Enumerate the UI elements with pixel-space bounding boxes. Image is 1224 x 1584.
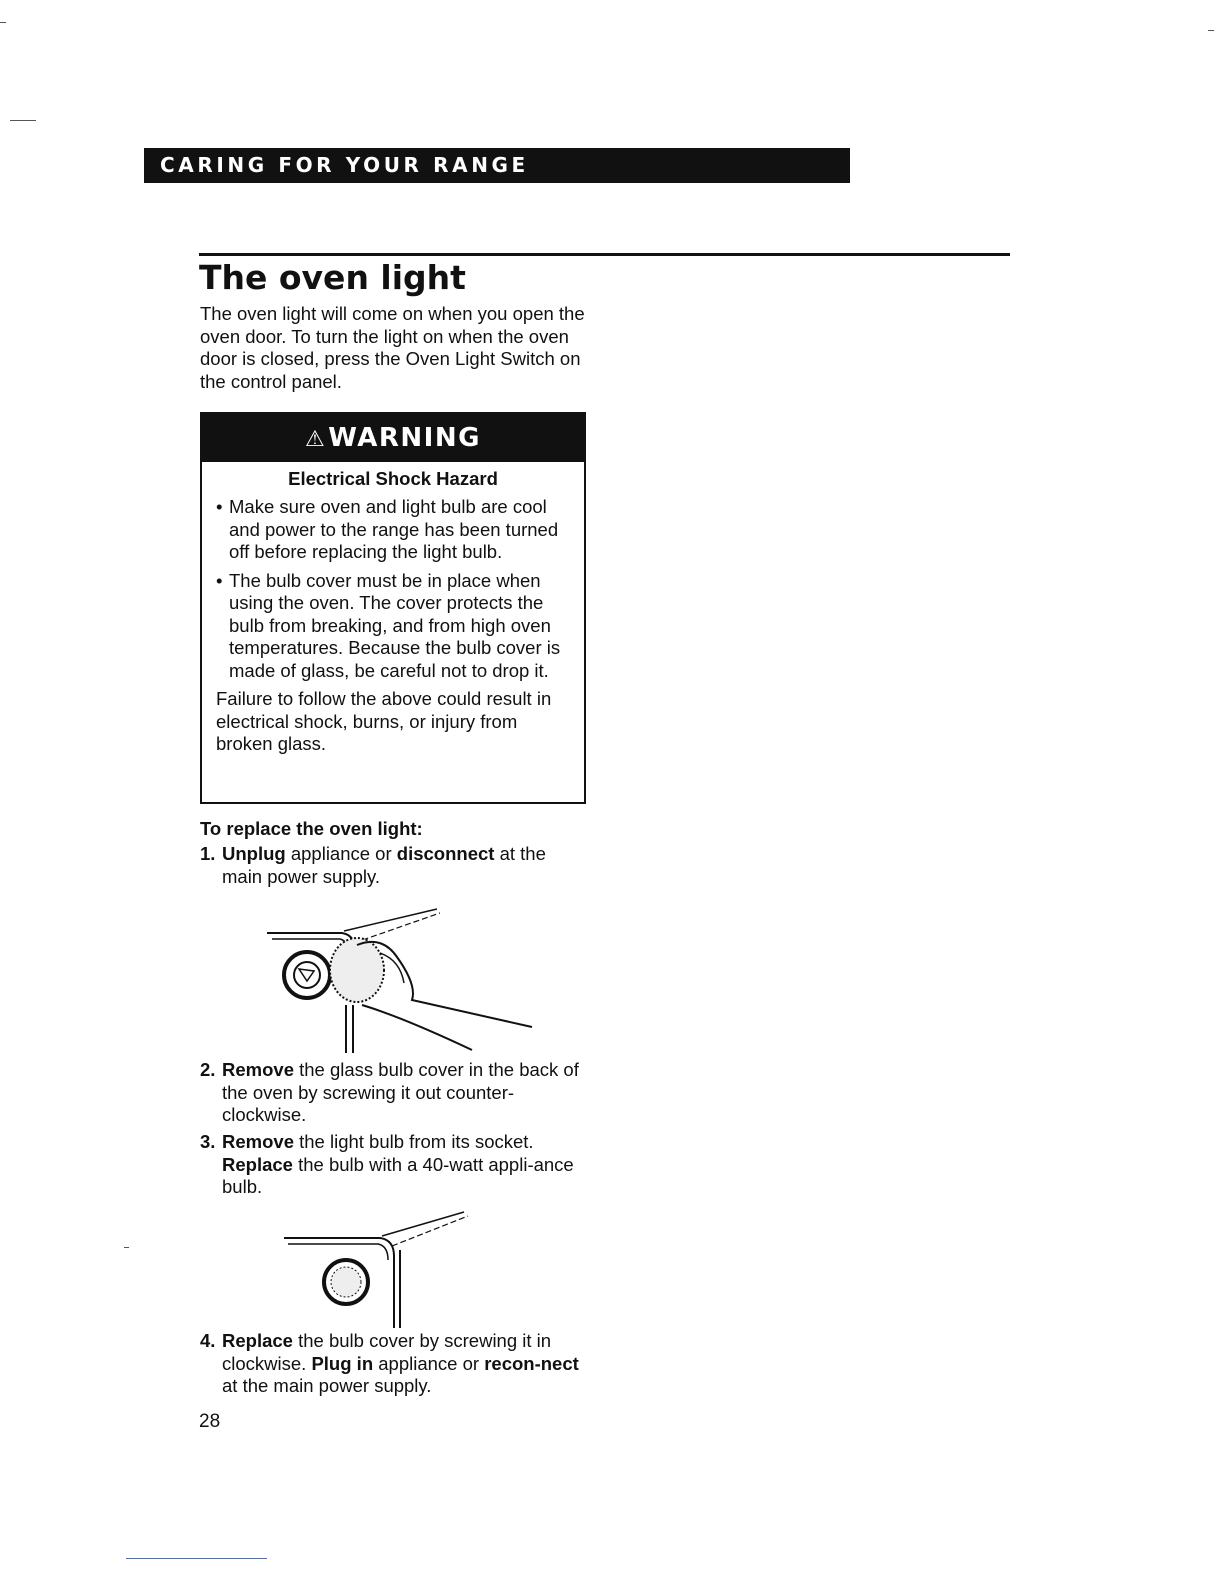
step-number: 1. [200, 843, 216, 864]
procedure-heading: To replace the oven light: [200, 818, 423, 839]
step-text [200, 843, 590, 888]
warning-bullet-text: Make sure oven and light bulb are cool and power to the range has been turned off before replacing the light bulb. [229, 496, 559, 562]
step-keyword: Plug in [311, 1352, 374, 1374]
warning-box [200, 412, 586, 804]
step-3 [200, 1131, 590, 1199]
page-title: The oven light [199, 258, 466, 297]
step-2 [200, 1059, 590, 1127]
step-1 [200, 843, 590, 888]
warning-triangle-icon: ⚠ [305, 427, 327, 452]
step-text-part: appliance or [285, 843, 397, 864]
step-keyword: Replace [222, 1330, 293, 1351]
warning-footer: Failure to follow the above could result in electrical shock, burns, or injury from broken glass. [216, 688, 552, 754]
step-number: 2. [200, 1059, 216, 1080]
step-text-part: the bulb with a 40-watt appli-ance bulb. [222, 1153, 574, 1197]
bottom-rule [126, 1558, 267, 1559]
scan-mark [124, 1247, 129, 1248]
step-keyword: Remove [222, 1059, 294, 1080]
step-text [200, 1330, 590, 1398]
step-text-part: at the main power supply. [222, 1375, 432, 1396]
step-text-part: the bulb cover by screwing it in clockwise. [222, 1330, 552, 1374]
page-number: 28 [199, 1411, 221, 1432]
scan-mark [0, 22, 6, 23]
bulb-cover-removal-illustration [262, 905, 542, 1055]
step-text-part: appliance or [373, 1352, 485, 1374]
step-keyword: Unplug [222, 843, 286, 864]
warning-bullet [216, 570, 574, 683]
warning-header [202, 414, 584, 462]
step-keyword: disconnect [396, 843, 495, 864]
bullet-icon: • [216, 569, 223, 591]
step-text-part: at the main power supply. [222, 843, 546, 887]
step-number: 4. [200, 1330, 216, 1351]
bulb-socket-illustration [282, 1210, 472, 1330]
step-keyword: Remove [222, 1131, 294, 1152]
scan-mark [1208, 30, 1214, 31]
step-text-part: the glass bulb cover in the back of the oven by screwing it out counter-clockwise. [222, 1059, 579, 1125]
bullet-icon: • [216, 496, 223, 517]
warning-subtitle: Electrical Shock Hazard [288, 468, 498, 489]
step-text [200, 1131, 590, 1199]
step-text-part: the light bulb from its socket. [293, 1131, 534, 1152]
warning-label: WARNING [328, 423, 481, 453]
intro-paragraph: The oven light will come on when you open the oven door. To turn the light on when the oven door is closed, press the Oven Light Switch on the control panel. [200, 303, 585, 392]
section-header: CARING FOR YOUR RANGE [144, 148, 850, 183]
warning-list [202, 496, 584, 682]
step-4 [200, 1330, 590, 1398]
scan-mark [10, 120, 36, 121]
step-keyword: Replace [222, 1153, 293, 1175]
step-text [200, 1059, 590, 1127]
warning-bullet-text: The bulb cover must be in place when using the oven. The cover protects the bulb from breaking, and from high oven temperatures. Because the bulb cover is made of glass, be careful not to drop it. [229, 569, 561, 681]
warning-bullet [216, 496, 574, 564]
step-keyword: recon-nect [484, 1352, 579, 1374]
step-number: 3. [200, 1131, 216, 1152]
